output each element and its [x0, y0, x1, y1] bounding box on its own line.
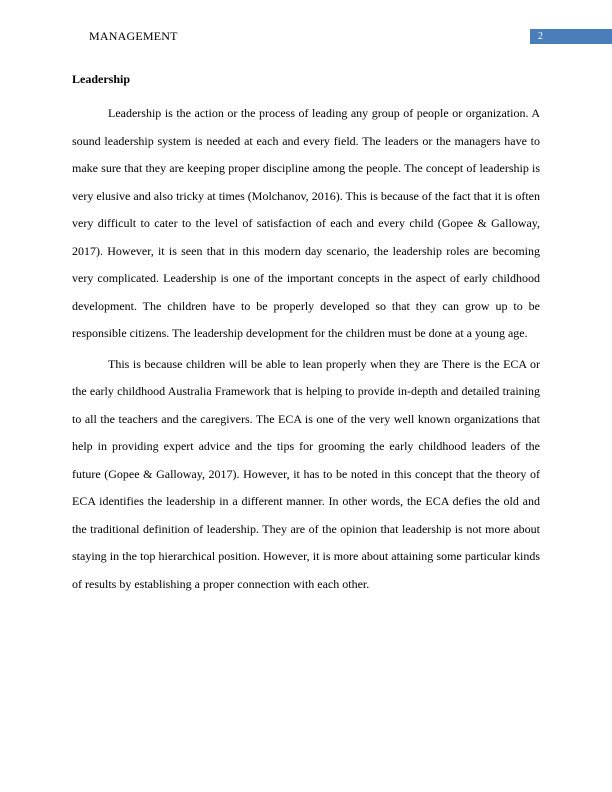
document-body	[72, 71, 540, 601]
paragraph: This is because children will be able to lean properly when they are There is the ECA or the early childhood Australia Framework that is helping to provide in-depth and detailed training to all the teachers and the caregivers. The ECA is one of the very well known organizations that help in providing expert advice and the tips for grooming the early childhood leaders of the future (Gopee & Galloway, 2017). However, it has to be noted in this concept that the theory of ECA identifies the leadership in a different manner. In other words, the ECA defies the old and the traditional definition of leadership. They are of the opinion that leadership is not more about staying in the top hierarchical position. However, it is more about attaining some particular kinds of results by establishing a proper connection with each other.	[72, 356, 540, 591]
page-number: 2	[538, 31, 543, 42]
running-header-title: MANAGEMENT	[89, 29, 178, 43]
section-heading: Leadership	[72, 72, 131, 86]
paragraph: Leadership is the action or the process of leading any group of people or organization. A sound leadership system is needed at each and every field. The leaders or the managers have to make sure that they are keeping proper discipline among the people. The concept of leadership is very elusive and also tricky at times (Molchanov, 2016). This is because of the fact that it is often very difficult to cater to the level of satisfaction of each and every child (Gopee & Galloway, 2017). However, it is seen that in this modern day scenario, the leadership roles are becoming very complicated. Leadership is one of the important concepts in the aspect of early childhood development. The children have to be properly developed so that they can grow up to be responsible citizens. The leadership development for the children must be done at a young age.	[72, 106, 540, 340]
page-number-badge	[530, 29, 612, 44]
